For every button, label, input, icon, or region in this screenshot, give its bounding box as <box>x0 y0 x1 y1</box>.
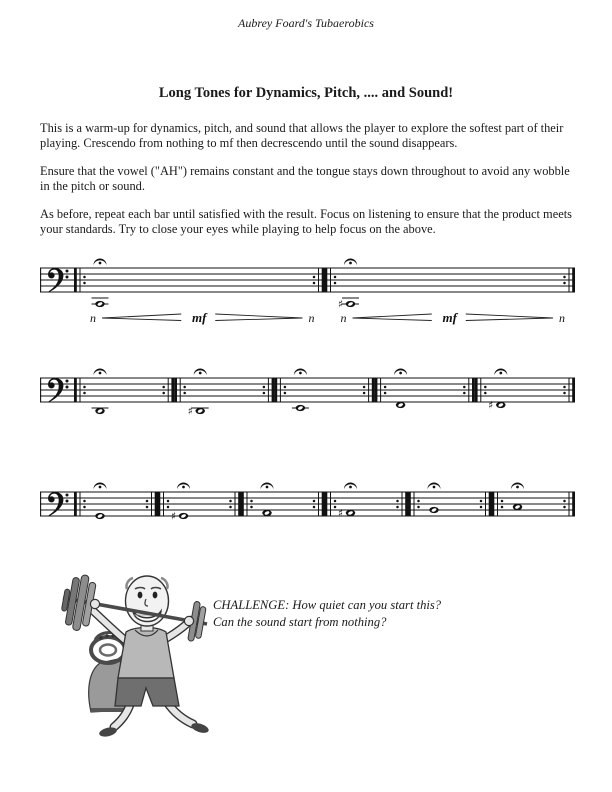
svg-text:n: n <box>90 311 96 325</box>
challenge-line-2: Can the sound start from nothing? <box>213 614 387 629</box>
paragraph-repeat: As before, repeat each bar until satisfied with the result. Focus on listening to ensure that the product meets your standards. Try to close your eyes while playing to help focus on the above. <box>40 207 572 236</box>
music-system-3 <box>40 482 575 530</box>
svg-text:n: n <box>308 311 315 325</box>
challenge-text <box>213 597 523 630</box>
svg-text:mf: mf <box>192 310 207 325</box>
svg-text:♯: ♯ <box>338 507 344 520</box>
challenge-line-1: CHALLENGE: How quiet can you start this? <box>213 598 442 612</box>
weightlifter-cartoon <box>55 568 220 740</box>
svg-text:♯: ♯ <box>171 510 177 523</box>
svg-text:n: n <box>340 311 347 325</box>
page-header: Aubrey Foard's Tubaerobics <box>238 16 374 30</box>
svg-text:♯: ♯ <box>187 405 193 418</box>
svg-text:♯: ♯ <box>338 298 344 311</box>
paragraph-vowel: Ensure that the vowel ("AH") remains constant and the tongue stays down throughout to avoid any wobble in the pitch or sound. <box>40 164 570 193</box>
paragraph-intro: This is a warm-up for dynamics, pitch, and sound that allows the player to explore the softest part of their playing. Crescendo from nothing to mf then decrescendo until the sound disappears. <box>40 121 564 150</box>
music-system-1 <box>40 258 575 338</box>
svg-text:n: n <box>559 311 565 325</box>
page-title: Long Tones for Dynamics, Pitch, .... and Sound! <box>158 85 454 101</box>
svg-text:mf: mf <box>442 310 457 325</box>
music-system-2 <box>40 368 575 422</box>
svg-text:♯: ♯ <box>488 399 494 412</box>
cartoon-head <box>126 576 169 631</box>
